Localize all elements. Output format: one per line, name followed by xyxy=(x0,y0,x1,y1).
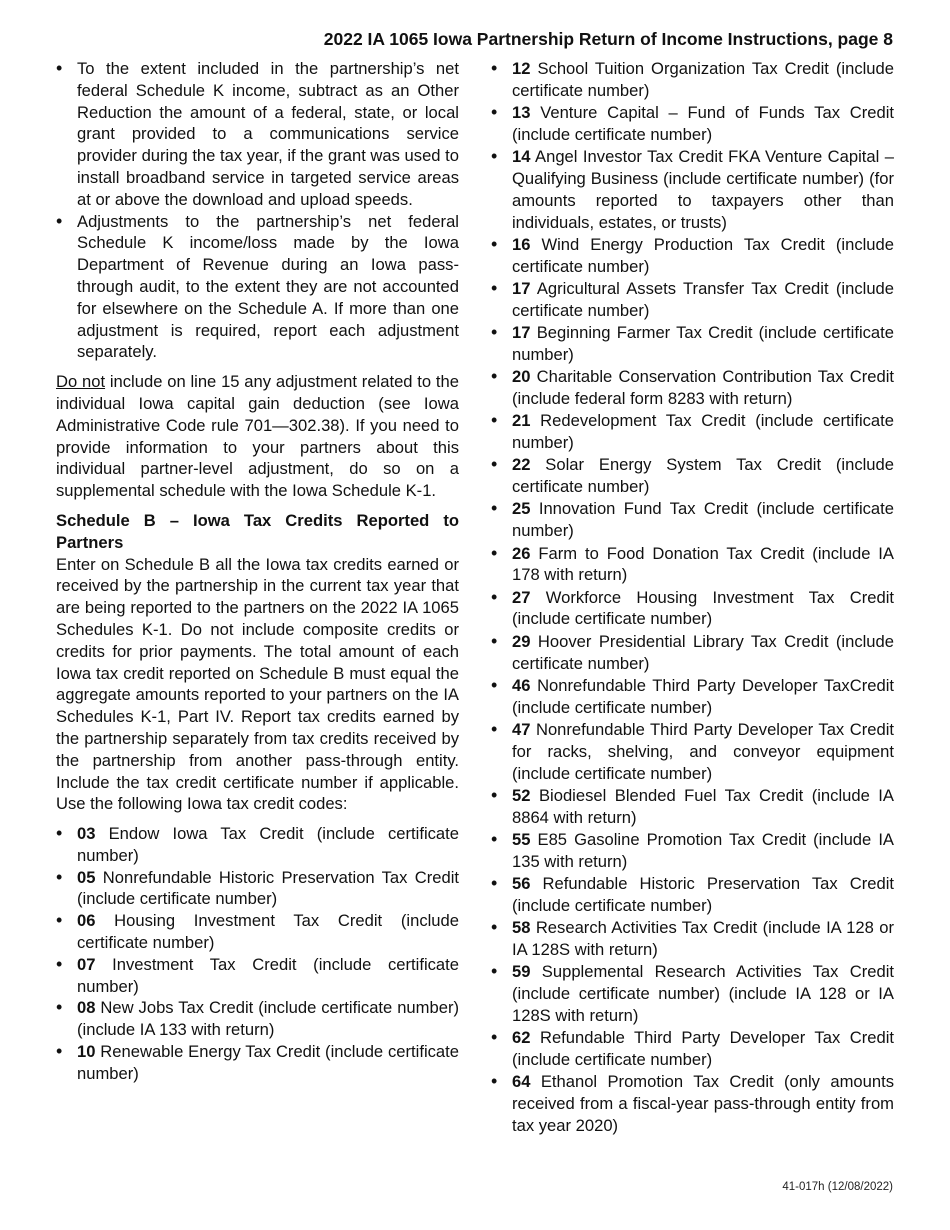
credit-code: 14 xyxy=(512,147,531,167)
credit-code-item xyxy=(56,997,459,1041)
credit-code-item xyxy=(56,910,459,954)
list-item xyxy=(56,58,459,211)
credit-code-item xyxy=(491,102,894,146)
credit-description: Ethanol Promotion Tax Credit (only amounts received from a fiscal-year pass-through entity from tax year 2020) xyxy=(512,1072,894,1135)
credit-code-item xyxy=(491,675,894,719)
credit-code: 12 xyxy=(512,59,531,78)
credit-code-item xyxy=(491,1071,894,1136)
credit-description: Charitable Conservation Contribution Tax Credit (include federal form 8283 with return) xyxy=(512,367,894,408)
credit-description: Nonrefundable Third Party Developer TaxCredit (include certificate number) xyxy=(512,675,894,717)
bullet-icon: • xyxy=(491,542,498,563)
credit-code-item xyxy=(56,954,459,998)
credit-description: Nonrefundable Third Party Developer Tax Credit for racks, shelving, and conveyor equipment (include certificate number) xyxy=(512,719,894,783)
credit-code-item xyxy=(491,410,894,454)
credit-code-item xyxy=(491,1027,894,1071)
list-item-text: Adjustments to the partnership’s net federal Schedule K income/loss made by the Iowa Department of Revenue during an Iowa pass-through audit, to the extent they are not accounted for elsewhere on the Schedule A. If more than one adjustment is required, report each adjustment separately. xyxy=(77,211,459,362)
credit-description: Beginning Farmer Tax Credit (include certificate number) xyxy=(512,323,894,364)
credit-code-item xyxy=(56,823,459,867)
bullet-icon: • xyxy=(491,961,498,982)
credit-code: 52 xyxy=(512,785,531,805)
credit-code: 47 xyxy=(512,719,531,739)
bullet-icon: • xyxy=(491,146,498,167)
bullet-icon: • xyxy=(491,1071,498,1092)
credit-code: 27 xyxy=(512,587,531,607)
credit-description: Innovation Fund Tax Credit (include certificate number) xyxy=(512,499,894,541)
credit-code-item xyxy=(491,498,894,542)
credit-description: Venture Capital – Fund of Funds Tax Credit (include certificate number) xyxy=(512,103,894,144)
credit-code-item xyxy=(491,543,894,587)
credit-description: Research Activities Tax Credit (include IA 128 or IA 128S with return) xyxy=(512,918,894,959)
bullet-icon: • xyxy=(491,102,498,123)
credit-code: 10 xyxy=(77,1042,96,1062)
credit-description: School Tuition Organization Tax Credit (include certificate number) xyxy=(512,59,894,100)
credit-description: Biodiesel Blended Fuel Tax Credit (include IA 8864 with return) xyxy=(512,785,894,827)
bullet-icon: • xyxy=(491,233,498,254)
credit-code-item xyxy=(491,587,894,631)
bullet-icon: • xyxy=(491,674,498,695)
credit-code: 56 xyxy=(512,873,531,893)
credit-description: Redevelopment Tax Credit (include certificate number) xyxy=(512,411,894,453)
bullet-icon: • xyxy=(491,498,498,519)
bullet-icon: • xyxy=(56,823,63,844)
bullet-icon: • xyxy=(56,58,63,78)
credit-description: Nonrefundable Historic Preservation Tax Credit (include certificate number) xyxy=(77,867,459,909)
bullet-icon: • xyxy=(491,454,498,475)
credit-code: 06 xyxy=(77,911,96,931)
credit-code: 22 xyxy=(512,455,531,475)
credit-code-item xyxy=(491,719,894,784)
credit-code-item xyxy=(491,873,894,917)
credit-code: 59 xyxy=(512,962,531,982)
right-credit-code-list xyxy=(491,58,894,1137)
credit-code: 17 xyxy=(512,278,531,298)
bullet-icon: • xyxy=(491,1027,498,1048)
credit-description: Workforce Housing Investment Tax Credit (include certificate number) xyxy=(512,587,894,629)
credit-code: 26 xyxy=(512,543,531,563)
credit-code-item xyxy=(491,917,894,961)
credit-code-item xyxy=(491,234,894,278)
credit-description: Solar Energy System Tax Credit (include certificate number) xyxy=(512,455,894,497)
bullet-icon: • xyxy=(491,784,498,805)
credit-description: Investment Tax Credit (include certificate number) xyxy=(77,954,459,996)
credit-code-item xyxy=(491,58,894,102)
bullet-icon: • xyxy=(491,322,498,343)
section-heading: Schedule B – Iowa Tax Credits Reported to Partners xyxy=(56,510,459,552)
left-column xyxy=(56,58,459,1085)
credit-description: Agricultural Assets Transfer Tax Credit (include certificate number) xyxy=(512,278,894,320)
page-header-title: 2022 IA 1065 Iowa Partnership Return of Income Instructions, page 8 xyxy=(323,29,893,49)
credit-code: 21 xyxy=(512,411,531,431)
credit-code-item xyxy=(491,366,894,410)
credit-description: Renewable Energy Tax Credit (include certificate number) xyxy=(77,1042,459,1083)
bullet-icon: • xyxy=(491,630,498,651)
credit-code: 20 xyxy=(512,367,531,387)
bullet-icon: • xyxy=(56,866,63,887)
do-not-emphasis: Do not xyxy=(56,372,106,392)
list-item-text: To the extent included in the partnership’s net federal Schedule K income, subtract as an Other Reduction the amount of a federal, state, or local grant provided to a communications service provider during the tax year, if the grant was used to install broadband service in targeted service areas at or above the download and upload speeds. xyxy=(77,59,459,209)
left-credit-code-list xyxy=(56,823,459,1085)
bullet-icon: • xyxy=(56,997,63,1018)
right-column xyxy=(491,58,894,1137)
credit-code: 08 xyxy=(77,998,96,1018)
bullet-icon: • xyxy=(491,828,498,849)
bullet-icon: • xyxy=(491,277,498,298)
bullet-icon: • xyxy=(491,872,498,893)
credit-code: 13 xyxy=(512,103,531,123)
credit-code-item xyxy=(56,867,459,911)
credit-description: Angel Investor Tax Credit FKA Venture Capital – Qualifying Business (include certificate number) (for amounts reported to taxpayers other than individuals, estates, or trusts) xyxy=(512,147,894,232)
credit-code-item xyxy=(491,278,894,322)
bullet-icon: • xyxy=(56,910,63,931)
bullet-icon: • xyxy=(491,366,498,387)
credit-description: New Jobs Tax Credit (include certificate number) (include IA 133 with return) xyxy=(77,998,459,1040)
bullet-icon: • xyxy=(491,58,498,78)
credit-code: 05 xyxy=(77,867,96,887)
credit-code: 17 xyxy=(512,323,531,343)
credit-code: 07 xyxy=(77,954,96,974)
bullet-icon: • xyxy=(491,586,498,607)
bullet-icon: • xyxy=(491,917,498,938)
credit-description: Endow Iowa Tax Credit (include certificate number) xyxy=(77,824,459,865)
credit-description: Refundable Historic Preservation Tax Credit (include certificate number) xyxy=(512,873,894,915)
credit-description: Housing Investment Tax Credit (include certificate number) xyxy=(77,911,459,953)
credit-code-item xyxy=(491,631,894,675)
bullet-icon: • xyxy=(56,210,63,231)
bullet-icon: • xyxy=(491,410,498,431)
credit-code: 55 xyxy=(512,829,531,849)
credit-description: Supplemental Research Activities Tax Credit (include certificate number) (include IA 128 or IA 128S with return) xyxy=(512,962,894,1025)
credit-description: Farm to Food Donation Tax Credit (include IA 178 with return) xyxy=(512,543,894,585)
credit-code: 58 xyxy=(512,918,531,938)
credit-description: E85 Gasoline Promotion Tax Credit (include IA 135 with return) xyxy=(512,829,894,871)
credit-code-item xyxy=(56,1041,459,1085)
bullet-icon: • xyxy=(56,953,63,974)
credit-code-item xyxy=(491,785,894,829)
credit-code: 29 xyxy=(512,631,531,651)
credit-code: 25 xyxy=(512,499,531,519)
list-item xyxy=(56,211,459,364)
credit-code-item xyxy=(491,829,894,873)
do-not-paragraph xyxy=(56,371,459,502)
do-not-text: include on line 15 any adjustment related to the individual Iowa capital gain deduction (see Iowa Administrative Code rule 701—302.38). If you need to provide information to your partners about this individual partner-level adjustment, do so on a supplemental schedule with the Iowa Schedule K-1. xyxy=(56,372,459,501)
credit-description: Refundable Third Party Developer Tax Credit (include certificate number) xyxy=(512,1028,894,1069)
credit-code: 64 xyxy=(512,1072,531,1092)
credit-code-item xyxy=(491,322,894,366)
credit-code-item xyxy=(491,961,894,1026)
left-bullet-list xyxy=(56,58,459,363)
credit-code: 03 xyxy=(77,824,96,844)
credit-description: Hoover Presidential Library Tax Credit (include certificate number) xyxy=(512,631,894,673)
bullet-icon: • xyxy=(491,718,498,739)
form-id-footer: 41-017h (12/08/2022) xyxy=(782,1181,893,1193)
section-body: Enter on Schedule B all the Iowa tax credits earned or received by the partnership in the current tax year that are being reported to the partners on the 2022 IA 1065 Schedules K-1. Do not include composite credits or credits for prior payments. The total amount of each Iowa tax credit reported on Schedule B must equal the aggregate amounts reported to your partners on the IA Schedules K-1, Part IV. Report tax credits earned by the partnership separately from tax credits received by the partnership from another pass-through entity. Include the tax credit certificate number if applicable. Use the following Iowa tax credit codes: xyxy=(56,554,459,814)
credit-code: 46 xyxy=(512,675,531,695)
credit-code: 16 xyxy=(512,234,531,254)
bullet-icon: • xyxy=(56,1041,63,1062)
credit-code-item xyxy=(491,454,894,498)
credit-code-item xyxy=(491,146,894,233)
credit-description: Wind Energy Production Tax Credit (include certificate number) xyxy=(512,234,894,276)
credit-code: 62 xyxy=(512,1028,531,1048)
